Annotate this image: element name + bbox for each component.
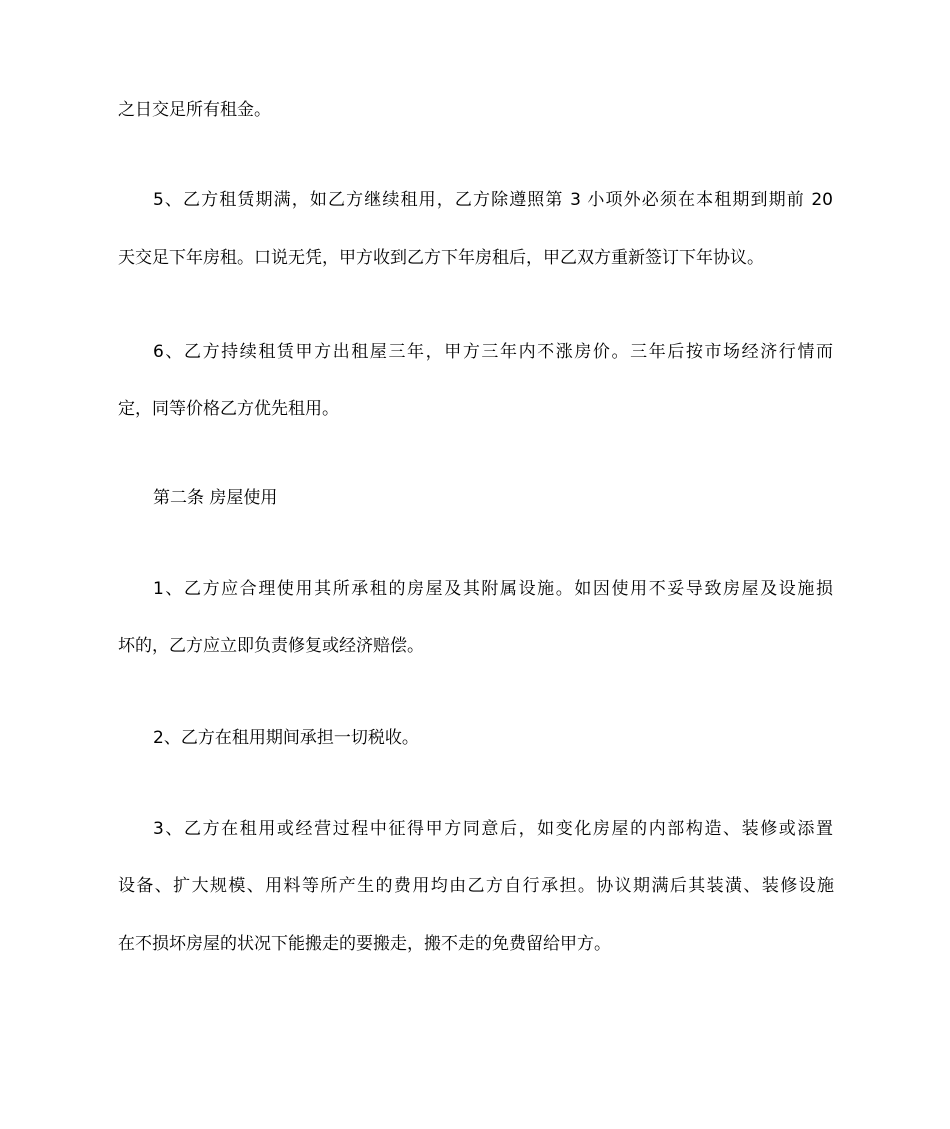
paragraph-line: 设备、扩大规模、用料等所产生的费用均由乙方自行承担。协议期满后其装潢、装修设施 — [118, 876, 834, 896]
paragraph-line: 3、乙方在租用或经营过程中征得甲方同意后，如变化房屋的内部构造、装修或添置 — [153, 819, 833, 839]
paragraph-line: 1、乙方应合理使用其所承租的房屋及其附属设施。如因使用不妥导致房屋及设施损 — [153, 579, 833, 599]
paragraph-line: 6、乙方持续租赁甲方出租屋三年，甲方三年内不涨房价。三年后按市场经济行情而 — [153, 342, 833, 362]
paragraph-line: 5、乙方租赁期满，如乙方继续租用，乙方除遵照第 3 小项外必须在本租期到期前 20 — [153, 190, 833, 210]
paragraph-line: 坏的，乙方应立即负责修复或经济赔偿。 — [118, 636, 424, 656]
section-heading: 第二条 房屋使用 — [153, 488, 278, 508]
paragraph-line: 之日交足所有租金。 — [118, 100, 271, 120]
paragraph-line: 定，同等价格乙方优先租用。 — [118, 399, 339, 419]
paragraph-line: 天交足下年房租。口说无凭，甲方收到乙方下年房租后，甲乙双方重新签订下年协议。 — [118, 248, 764, 268]
paragraph-line: 2、乙方在租用期间承担一切税收。 — [153, 728, 419, 748]
paragraph-line: 在不损坏房屋的状况下能搬走的要搬走，搬不走的免费留给甲方。 — [118, 934, 611, 954]
